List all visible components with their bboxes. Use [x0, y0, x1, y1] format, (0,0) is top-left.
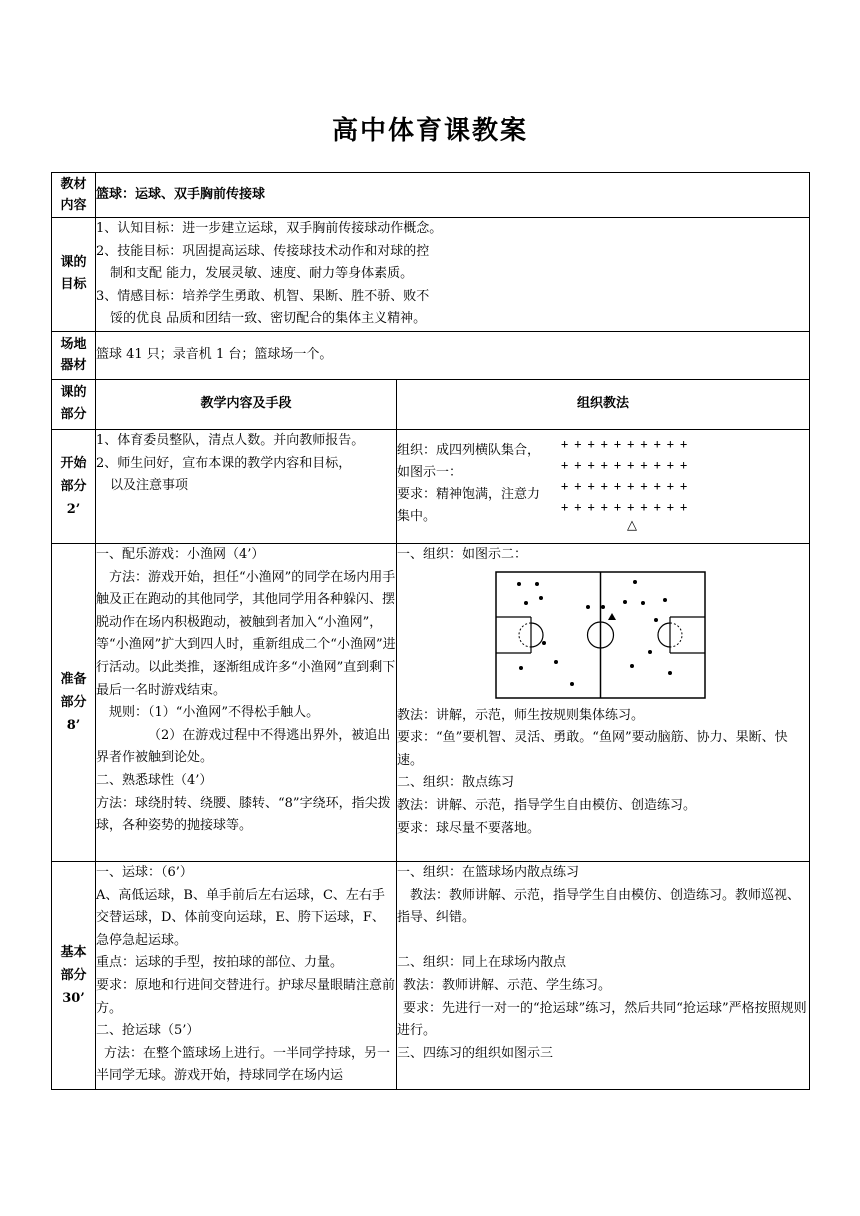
- start-line-1: 1、体育委员整队，清点人数。并向教师报告。: [96, 432, 365, 448]
- formation-row-3: ++++++++++: [561, 478, 694, 493]
- prep-line-1: 一、配乐游戏：小渔网（4’）: [96, 546, 265, 562]
- start-line-3: 以及注意事项: [110, 478, 189, 494]
- section-header-label: 课的部分: [52, 379, 96, 429]
- prep-org-line-4: 二、组织：散点练习: [397, 775, 515, 791]
- basic-content: [96, 861, 397, 1089]
- content-column-header: 教学内容及手段: [96, 379, 397, 429]
- basic-org-line-7: 三、四练习的组织如图示三: [397, 1045, 554, 1061]
- prep-org-line-1: 一、组织：如图示二：: [397, 546, 528, 562]
- page-title: 高中体育课教案: [331, 116, 528, 146]
- basic-org-line-6: 要求：先进行一对一的“抢运球”练习，然后共同“抢运球”严格按照规则进行。: [397, 1000, 807, 1039]
- prep-row: [52, 543, 810, 861]
- basic-line-4: 要求：原地和行进间交替进行。护球尽量眼睛注意前方。: [96, 977, 396, 1016]
- teacher-triangle-icon: △: [627, 517, 637, 533]
- goal-line-4: 3、情感目标：培养学生勇敢、机智、果断、胜不骄、败不: [96, 288, 430, 304]
- formation-row-2: ++++++++++: [561, 457, 694, 472]
- prep-org-line-2: 教法：讲解，示范，师生按规则集体练习。: [397, 707, 645, 723]
- prep-rule-2: （2）在游戏过程中不得逃出界外，被追出界者作被触到论处。: [96, 727, 391, 766]
- goal-line-3: 制和支配 能力，发展灵敏、速度、耐力等身体素质。: [110, 266, 414, 282]
- basic-org-line-1: 一、组织：在篮球场内散点练习: [397, 864, 580, 880]
- section-header-row: [52, 379, 810, 429]
- start-line-2: 2、师生问好，宣布本课的教学内容和目标，: [96, 455, 352, 471]
- court-left-circle-dashed: [519, 623, 531, 647]
- equipment-row: [52, 331, 810, 379]
- goals-label: 课的目标: [52, 218, 96, 332]
- start-org-line-2: 如图示一：: [397, 464, 463, 480]
- basic-org-line-2: 教法：教师讲解、示范，指导学生自由模仿、创造练习。教师巡视、指导、纠错。: [397, 887, 801, 926]
- basic-line-3: 重点：运球的手型，按拍球的部位、力量。: [96, 955, 344, 971]
- prep-org-line-3: 要求：“鱼”要机智、灵活、勇敢。“鱼网”要动脑筋、协力、果断、快速。: [397, 730, 788, 768]
- start-row: [52, 429, 810, 543]
- goals-row: [52, 218, 810, 332]
- material-label: 教材内容: [52, 173, 96, 218]
- prep-line-5: 二、熟悉球性（4’）: [96, 772, 213, 788]
- student-dots: [517, 580, 672, 686]
- method-column-header: 组织教法: [397, 379, 810, 429]
- basic-org: [397, 861, 810, 1089]
- equipment-label: 场地器材: [52, 331, 96, 379]
- basic-org-line-5: 教法：教师讲解、示范、学生练习。: [403, 977, 612, 993]
- prep-method: 方法：游戏开始，担任“小渔网”的同学在场内用手触及正在跑动的其他同学，其他同学用各种躲闪、摆脱动作在场内积极跑动，被触到者加入“小渔网”，等“小渔网”扩大到四人时，重新组成二个“小渔网”进行活动。以此类推，逐渐组成许多“小渔网”直到剩下最后一名时游戏结束。: [96, 569, 396, 698]
- start-label: 开始部分2’: [52, 429, 96, 543]
- prep-label: 准备部分8’: [52, 543, 96, 861]
- goal-line-1: 1、认知目标：进一步建立运球，双手胸前传接球动作概念。: [96, 221, 443, 236]
- material-content: 篮球：运球、双手胸前传接球: [96, 173, 810, 218]
- start-content: [96, 429, 397, 543]
- goal-line-2: 2、技能目标：巩固提高运球、传接球技术动作和对球的控: [96, 243, 430, 259]
- start-org: [397, 429, 810, 543]
- start-org-line-1: 组织：成四列横队集合，: [397, 442, 541, 458]
- basic-label: 基本部分30’: [52, 861, 96, 1089]
- formation-row-4: ++++++++++: [561, 499, 694, 514]
- basic-line-1: 一、运球：（6’）: [96, 864, 193, 880]
- goals-content: [96, 218, 810, 332]
- basic-org-spacer: [397, 930, 809, 953]
- start-org-line-3: 要求：精神饱满，注意力: [397, 486, 541, 502]
- court-right-circle-solid: [658, 623, 670, 647]
- prep-line-6: 方法：球绕肘转、绕腰、膝转、“8”字绕环，指尖拨球，各种姿势的抛接球等。: [96, 795, 391, 834]
- court-right-circle-dashed: [670, 623, 682, 647]
- prep-content: [96, 543, 397, 861]
- lesson-plan-table: [51, 172, 810, 1090]
- prep-org-line-5: 教法：讲解、示范，指导学生自由模仿、创造练习。: [397, 797, 697, 813]
- goal-line-5: 馁的优良 品质和团结一致、密切配合的集体主义精神。: [110, 311, 427, 327]
- prep-org-line-6: 要求：球尽量不要落地。: [397, 820, 541, 836]
- equipment-content: 篮球 41 只；录音机 1 台；篮球场一个。: [96, 331, 810, 379]
- basic-org-line-4: 二、组织：同上在球场内散点: [397, 955, 567, 971]
- basic-line-2: A、高低运球，B、单手前后左右运球，C、左右手交替运球，D、体前变向运球，E、胯下运球，F、急停急起运球。: [96, 887, 385, 948]
- prep-org: [397, 543, 810, 861]
- court-left-circle-solid: [531, 623, 543, 647]
- start-org-line-4: 集中。: [397, 508, 437, 524]
- basic-line-5: 二、抢运球（5’）: [96, 1023, 200, 1039]
- material-row: [52, 173, 810, 218]
- basic-line-6: 方法：在整个篮球场上进行。一半同学持球，另一半同学无球。游戏开始，持球同学在场内运: [96, 1045, 391, 1084]
- formation-row-1: ++++++++++: [561, 436, 694, 451]
- teacher-marker-icon: [608, 613, 616, 620]
- prep-rule-1: 规则：（1）“小渔网”不得松手触人。: [109, 705, 320, 721]
- court-diagram: [495, 571, 707, 701]
- basic-row: [52, 861, 810, 1089]
